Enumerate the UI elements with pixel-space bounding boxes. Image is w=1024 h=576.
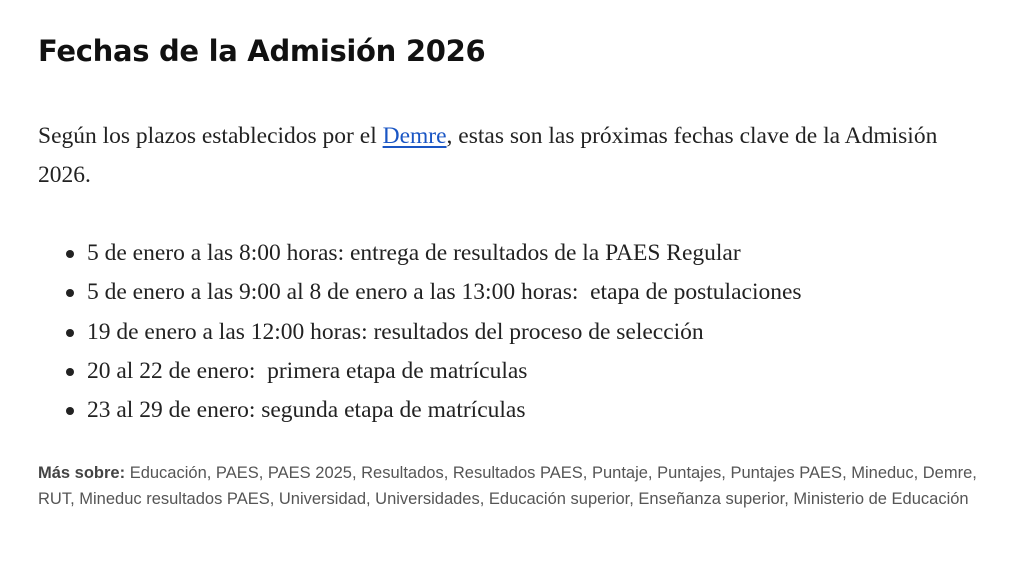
key-dates-list <box>38 234 802 430</box>
list-item <box>38 234 802 273</box>
intro-text-after: , estas son las próximas fechas clave de la Admisión 2026. <box>38 123 938 188</box>
tags-list: Educación, PAES, PAES 2025, Resultados, Resultados PAES, Puntaje, Puntajes, Puntajes PAES, Mineduc, Demre, RUT, Mineduc resultados PAES, Universidad, Universidades, Educación superior, Enseñanza superior, Ministerio de Educación <box>38 464 977 508</box>
demre-link[interactable]: Demre <box>382 123 447 149</box>
list-item <box>38 313 802 352</box>
bullet-icon <box>66 289 74 297</box>
list-item-text: 19 de enero a las 12:00 horas: resultados del proceso de selección <box>87 318 704 345</box>
intro-paragraph <box>38 117 988 195</box>
bullet-icon <box>66 250 74 258</box>
bullet-icon <box>66 368 74 376</box>
list-item-text: 5 de enero a las 9:00 al 8 de enero a las 13:00 horas: etapa de postulaciones <box>87 279 802 306</box>
intro-text-before: Según los plazos establecidos por el <box>38 123 383 149</box>
list-item-text: 5 de enero a las 8:00 horas: entrega de resultados de la PAES Regular <box>87 240 741 266</box>
section-title: Fechas de la Admisión 2026 <box>38 34 486 68</box>
bullet-icon <box>66 407 74 415</box>
tags-label: Más sobre: <box>38 464 126 482</box>
list-item <box>38 273 802 312</box>
list-item-text: 20 al 22 de enero: primera etapa de matrículas <box>87 357 528 384</box>
list-item <box>38 352 802 391</box>
list-item <box>38 391 802 430</box>
bullet-icon <box>66 329 74 337</box>
related-tags <box>38 460 988 512</box>
list-item-text: 23 al 29 de enero: segunda etapa de matrículas <box>87 397 526 424</box>
